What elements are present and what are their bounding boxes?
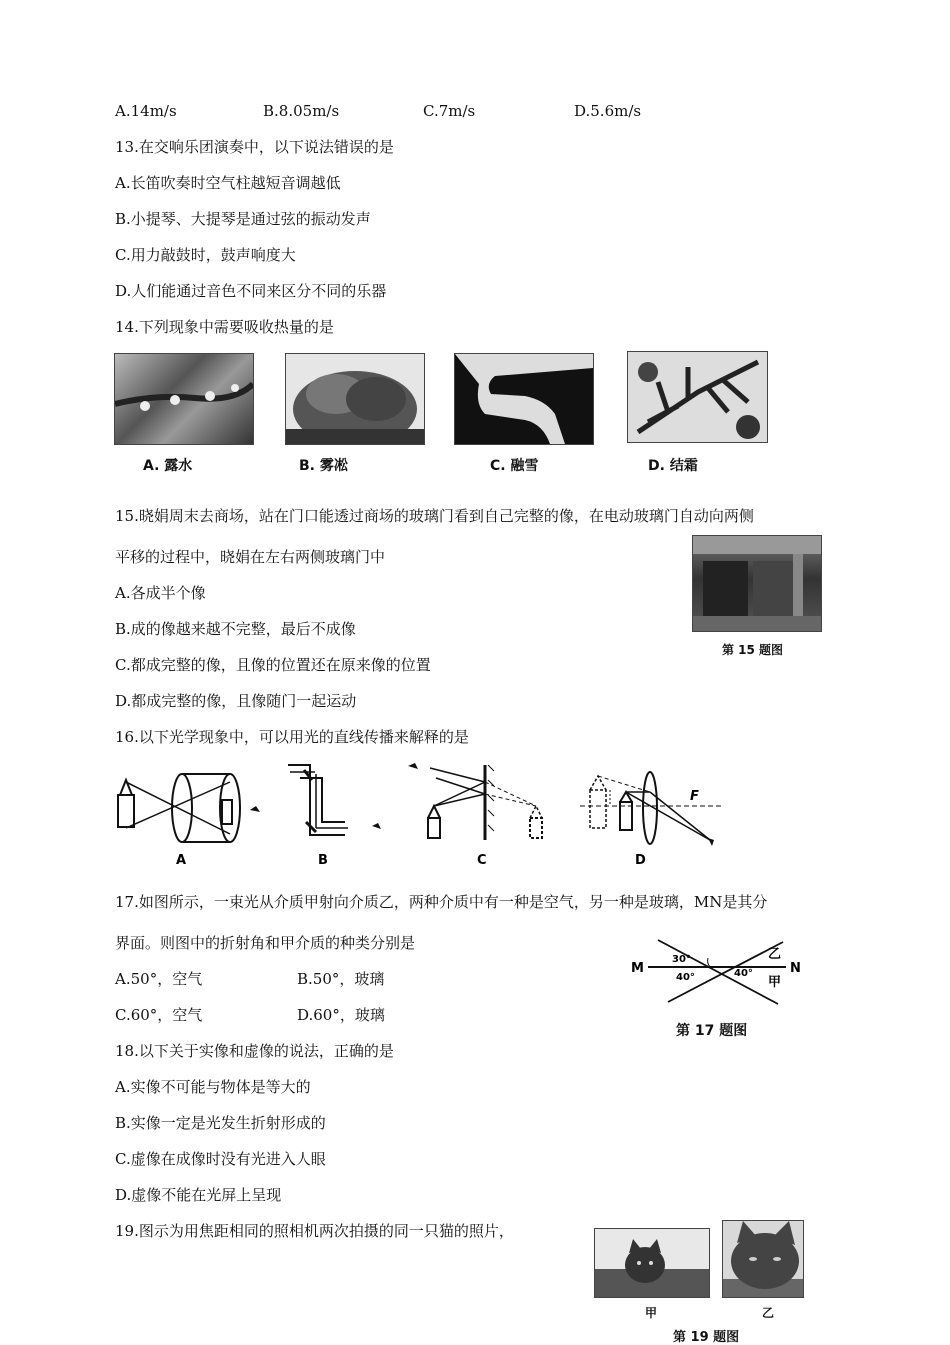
q16-label-c: C bbox=[477, 853, 487, 868]
cat-photo-jia bbox=[594, 1228, 710, 1298]
q18-option-c: C.虚像在成像时没有光进入人眼 bbox=[115, 1150, 326, 1168]
q15-stem-line2: 平移的过程中，晓娟在左右两侧玻璃门中 bbox=[115, 548, 386, 566]
diagram-b-periscope bbox=[288, 765, 381, 835]
q15-option-b: B.成的像越来越不完整，最后不成像 bbox=[115, 620, 356, 638]
angle-40-left: 40° bbox=[676, 972, 695, 983]
q14-stem: 14.下列现象中需要吸收热量的是 bbox=[115, 318, 334, 336]
q18-option-b: B.实像一定是光发生折射形成的 bbox=[115, 1114, 326, 1132]
q15-option-a: A.各成半个像 bbox=[115, 584, 206, 602]
q18-stem: 18.以下关于实像和虚像的说法，正确的是 bbox=[115, 1042, 394, 1060]
q12-option-a: A.14m/s bbox=[115, 102, 177, 120]
label-jia: 甲 bbox=[768, 975, 782, 990]
q16-label-b: B bbox=[318, 853, 328, 868]
q13-option-c: C.用力敲鼓时，鼓声响度大 bbox=[115, 246, 296, 264]
q13-option-a: A.长笛吹奏时空气柱越短音调越低 bbox=[115, 174, 341, 192]
q15-figure-caption: 第 15 题图 bbox=[722, 643, 784, 657]
q17-figure-caption: 第 17 题图 bbox=[676, 1023, 748, 1039]
focal-label: F bbox=[690, 789, 699, 804]
q18-option-d: D.虚像不能在光屏上呈现 bbox=[115, 1186, 282, 1204]
q18-option-a: A.实像不可能与物体是等大的 bbox=[115, 1078, 311, 1096]
q15-option-d: D.都成完整的像，且像随门一起运动 bbox=[115, 692, 357, 710]
q14-caption-b: B. 雾凇 bbox=[299, 458, 348, 474]
q17-option-b: B.50°，玻璃 bbox=[297, 970, 385, 988]
diagram-a-pinhole bbox=[118, 774, 260, 842]
q15-stem-line1: 15.晓娟周末去商场，站在门口能透过商场的玻璃门看到自己完整的像，在电动玻璃门自动向两侧 bbox=[115, 507, 754, 525]
q15-option-c: C.都成完整的像，且像的位置还在原来像的位置 bbox=[115, 656, 431, 674]
q14-caption-d: D. 结霜 bbox=[648, 458, 698, 474]
q17-figure bbox=[628, 936, 810, 1008]
q14-caption-a: A. 露水 bbox=[143, 458, 193, 474]
angle-30: 30° bbox=[672, 954, 691, 965]
q14-caption-c: C. 融雪 bbox=[490, 458, 539, 474]
q16-figure bbox=[110, 760, 740, 870]
q13-stem: 13.在交响乐团演奏中，以下说法错误的是 bbox=[115, 138, 394, 156]
q17-stem-line1: 17.如图所示，一束光从介质甲射向介质乙，两种介质中有一种是空气，另一种是玻璃，MN是其分 bbox=[115, 893, 768, 911]
rime-photo bbox=[285, 353, 425, 445]
q19-label-jia: 甲 bbox=[645, 1306, 658, 1320]
q17-option-a: A.50°，空气 bbox=[115, 970, 203, 988]
q13-option-b: B.小提琴、大提琴是通过弦的振动发声 bbox=[115, 210, 371, 228]
frost-photo bbox=[627, 351, 768, 443]
q16-stem: 16.以下光学现象中，可以用光的直线传播来解释的是 bbox=[115, 728, 469, 746]
angle-40-right: 40° bbox=[734, 968, 753, 979]
q19-label-yi: 乙 bbox=[762, 1306, 775, 1320]
q12-option-d: D.5.6m/s bbox=[574, 102, 642, 120]
q12-option-c: C.7m/s bbox=[423, 102, 476, 120]
q17-option-d: D.60°，玻璃 bbox=[297, 1006, 385, 1024]
snowmelt-photo bbox=[454, 353, 594, 445]
cat-photo-yi bbox=[722, 1220, 804, 1298]
label-n: N bbox=[790, 961, 801, 976]
glass-door-photo bbox=[692, 535, 822, 632]
label-yi: 乙 bbox=[768, 947, 782, 962]
q17-option-c: C.60°，空气 bbox=[115, 1006, 203, 1024]
q13-option-d: D.人们能通过音色不同来区分不同的乐器 bbox=[115, 282, 387, 300]
label-m: M bbox=[631, 961, 644, 976]
q16-label-d: D bbox=[635, 853, 646, 868]
diagram-d-magnifier bbox=[580, 772, 722, 846]
q12-option-b: B.8.05m/s bbox=[263, 102, 340, 120]
diagram-c-mirror bbox=[408, 763, 542, 840]
q19-stem: 19.图示为用焦距相同的照相机两次拍摄的同一只猫的照片， bbox=[115, 1222, 514, 1240]
dew-photo bbox=[114, 353, 254, 445]
q16-label-a: A bbox=[176, 853, 187, 868]
q17-stem-line2: 界面。则图中的折射角和甲介质的种类分别是 bbox=[115, 934, 416, 952]
q19-figure-caption: 第 19 题图 bbox=[673, 1330, 740, 1345]
